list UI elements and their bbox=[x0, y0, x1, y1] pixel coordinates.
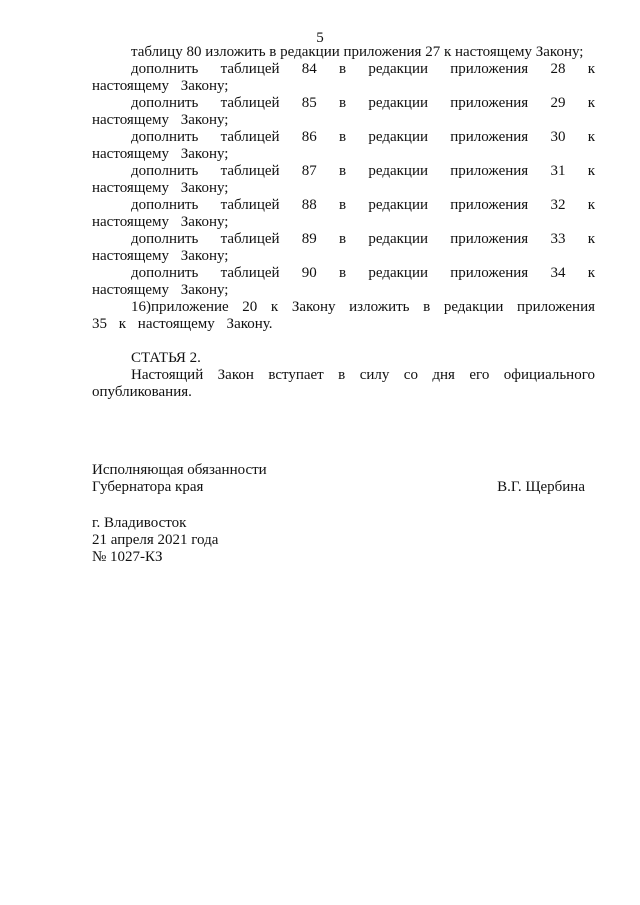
amendment-paragraph-table-86: дополнить таблицей 86 в редакции приложения 30 к настоящему Закону; bbox=[92, 129, 595, 162]
amendment-paragraph-table-90: дополнить таблицей 90 в редакции приложения 34 к настоящему Закону; bbox=[92, 265, 595, 298]
signatory-row bbox=[92, 479, 595, 496]
amendment-paragraph-table-85: дополнить таблицей 85 в редакции приложения 29 к настоящему Закону; bbox=[92, 95, 595, 128]
signature-block bbox=[92, 462, 595, 496]
article-heading: СТАТЬЯ 2. bbox=[131, 350, 201, 366]
amendment-paragraph-table-84: дополнить таблицей 84 в редакции приложения 28 к настоящему Закону; bbox=[92, 61, 595, 94]
paragraph-spacer bbox=[92, 333, 595, 350]
place-date-block bbox=[92, 515, 218, 566]
law-number: № 1027-КЗ bbox=[92, 549, 163, 565]
signatory-name: В.Г. Щербина bbox=[497, 479, 585, 495]
amendment-paragraph-appendix-20: 16)приложение 20 к Закону изложить в редакции приложения 35 к настоящему Закону. bbox=[92, 299, 595, 332]
page-number: 5 bbox=[316, 30, 324, 46]
amendment-paragraph-table-89: дополнить таблицей 89 в редакции приложения 33 к настоящему Закону; bbox=[92, 231, 595, 264]
amendment-paragraph-table-87: дополнить таблицей 87 в редакции приложения 31 к настоящему Закону; bbox=[92, 163, 595, 196]
article-text: Настоящий Закон вступает в силу со дня его официального опубликования. bbox=[92, 367, 595, 400]
document-body bbox=[92, 44, 595, 401]
city: г. Владивосток bbox=[92, 515, 187, 531]
adoption-date: 21 апреля 2021 года bbox=[92, 532, 219, 548]
signatory-title-line-1: Исполняющая обязанности bbox=[92, 462, 267, 478]
signatory-title-line-2: Губернатора края bbox=[92, 479, 204, 495]
amendment-paragraph-table-88: дополнить таблицей 88 в редакции приложения 32 к настоящему Закону; bbox=[92, 197, 595, 230]
amendment-paragraph-table-80: таблицу 80 изложить в редакции приложения 27 к настоящему Закону; bbox=[131, 44, 584, 60]
